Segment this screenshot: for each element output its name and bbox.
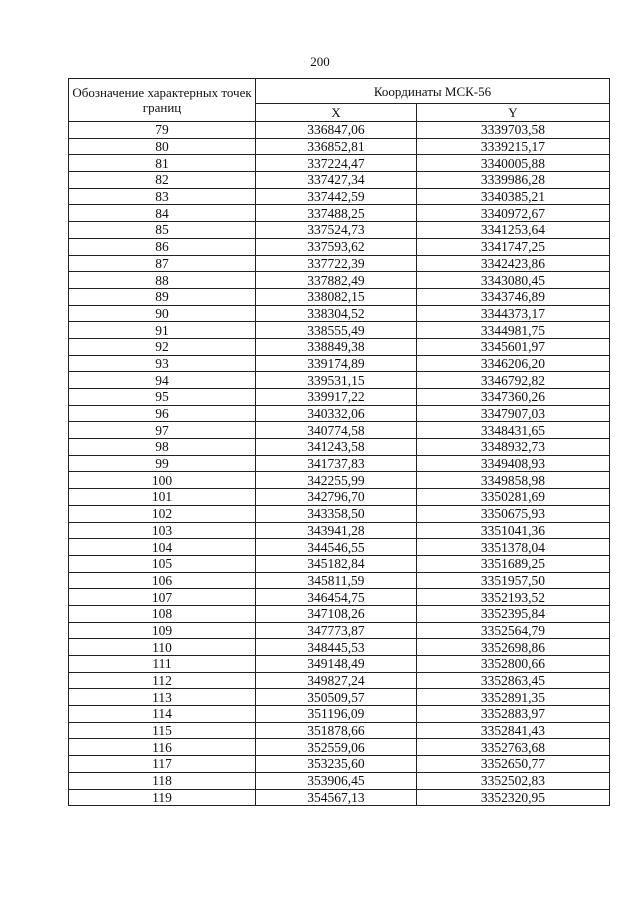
point-cell: 100 (69, 472, 256, 489)
point-cell: 112 (69, 672, 256, 689)
point-cell: 97 (69, 422, 256, 439)
y-cell: 3350675,93 (416, 505, 609, 522)
point-cell: 89 (69, 288, 256, 305)
table-row (69, 555, 610, 572)
y-cell: 3344373,17 (416, 305, 609, 322)
header-point-label: Обозначение характерных точек границ (69, 79, 256, 122)
page-number: 200 (310, 54, 330, 69)
x-cell: 337524,73 (256, 222, 417, 239)
x-cell: 336847,06 (256, 122, 417, 139)
y-cell: 3351041,36 (416, 522, 609, 539)
point-cell: 117 (69, 756, 256, 773)
x-cell: 354567,13 (256, 789, 417, 806)
x-cell: 346454,75 (256, 589, 417, 606)
table-row (69, 405, 610, 422)
x-cell: 347108,26 (256, 605, 417, 622)
point-cell: 93 (69, 355, 256, 372)
x-cell: 337488,25 (256, 205, 417, 222)
y-cell: 3341253,64 (416, 222, 609, 239)
x-cell: 337882,49 (256, 272, 417, 289)
x-cell: 337593,62 (256, 238, 417, 255)
point-cell: 107 (69, 589, 256, 606)
point-cell: 114 (69, 706, 256, 723)
table-row (69, 639, 610, 656)
y-cell: 3340385,21 (416, 188, 609, 205)
table-row (69, 338, 610, 355)
table-row (69, 756, 610, 773)
y-cell: 3352502,83 (416, 772, 609, 789)
y-cell: 3343080,45 (416, 272, 609, 289)
point-cell: 95 (69, 389, 256, 406)
table-row (69, 739, 610, 756)
table-row (69, 355, 610, 372)
x-cell: 347773,87 (256, 622, 417, 639)
table-row (69, 389, 610, 406)
table-row (69, 205, 610, 222)
table-row (69, 155, 610, 172)
x-cell: 351196,09 (256, 706, 417, 723)
y-cell: 3347907,03 (416, 405, 609, 422)
point-cell: 88 (69, 272, 256, 289)
y-cell: 3352650,77 (416, 756, 609, 773)
y-cell: 3339215,17 (416, 138, 609, 155)
x-cell: 353235,60 (256, 756, 417, 773)
y-cell: 3351689,25 (416, 555, 609, 572)
x-cell: 340774,58 (256, 422, 417, 439)
y-cell: 3339986,28 (416, 172, 609, 189)
point-cell: 94 (69, 372, 256, 389)
table-row (69, 322, 610, 339)
x-cell: 337722,39 (256, 255, 417, 272)
point-cell: 99 (69, 455, 256, 472)
table-row (69, 472, 610, 489)
point-cell: 98 (69, 439, 256, 456)
point-cell: 102 (69, 505, 256, 522)
point-cell: 96 (69, 405, 256, 422)
y-cell: 3351957,50 (416, 572, 609, 589)
y-cell: 3343746,89 (416, 288, 609, 305)
table-row (69, 272, 610, 289)
x-cell: 352559,06 (256, 739, 417, 756)
table-row (69, 539, 610, 556)
table-row (69, 305, 610, 322)
table-row (69, 288, 610, 305)
point-cell: 115 (69, 722, 256, 739)
table-row (69, 372, 610, 389)
point-cell: 84 (69, 205, 256, 222)
point-cell: 109 (69, 622, 256, 639)
x-cell: 338082,15 (256, 288, 417, 305)
table-row (69, 672, 610, 689)
x-cell: 353906,45 (256, 772, 417, 789)
table-row (69, 706, 610, 723)
coordinates-table (68, 78, 610, 806)
y-cell: 3340005,88 (416, 155, 609, 172)
table-row (69, 772, 610, 789)
x-cell: 337427,34 (256, 172, 417, 189)
table-row (69, 489, 610, 506)
x-cell: 342796,70 (256, 489, 417, 506)
point-cell: 116 (69, 739, 256, 756)
y-cell: 3352891,35 (416, 689, 609, 706)
table-row (69, 656, 610, 673)
x-cell: 342255,99 (256, 472, 417, 489)
y-cell: 3352564,79 (416, 622, 609, 639)
y-cell: 3347360,26 (416, 389, 609, 406)
point-cell: 92 (69, 338, 256, 355)
point-cell: 81 (69, 155, 256, 172)
y-cell: 3352841,43 (416, 722, 609, 739)
point-cell: 111 (69, 656, 256, 673)
table-row (69, 572, 610, 589)
x-cell: 348445,53 (256, 639, 417, 656)
y-cell: 3346206,20 (416, 355, 609, 372)
point-cell: 79 (69, 122, 256, 139)
y-cell: 3352698,86 (416, 639, 609, 656)
table-row (69, 505, 610, 522)
table-row (69, 238, 610, 255)
x-cell: 339917,22 (256, 389, 417, 406)
y-cell: 3339703,58 (416, 122, 609, 139)
x-cell: 343358,50 (256, 505, 417, 522)
table-row (69, 255, 610, 272)
point-cell: 86 (69, 238, 256, 255)
point-cell: 104 (69, 539, 256, 556)
y-cell: 3341747,25 (416, 238, 609, 255)
point-cell: 105 (69, 555, 256, 572)
point-cell: 80 (69, 138, 256, 155)
y-cell: 3346792,82 (416, 372, 609, 389)
point-cell: 106 (69, 572, 256, 589)
x-cell: 350509,57 (256, 689, 417, 706)
y-cell: 3340972,67 (416, 205, 609, 222)
table-row (69, 589, 610, 606)
y-cell: 3345601,97 (416, 338, 609, 355)
point-cell: 113 (69, 689, 256, 706)
x-cell: 341737,83 (256, 455, 417, 472)
point-cell: 82 (69, 172, 256, 189)
header-coords-group: Координаты МСК-56 (256, 79, 610, 104)
point-cell: 119 (69, 789, 256, 806)
y-cell: 3351378,04 (416, 539, 609, 556)
point-cell: 87 (69, 255, 256, 272)
table-row (69, 122, 610, 139)
y-cell: 3352395,84 (416, 605, 609, 622)
y-cell: 3342423,86 (416, 255, 609, 272)
x-cell: 345811,59 (256, 572, 417, 589)
x-cell: 345182,84 (256, 555, 417, 572)
table-row (69, 188, 610, 205)
x-cell: 338555,49 (256, 322, 417, 339)
table-row (69, 722, 610, 739)
table-row (69, 172, 610, 189)
point-cell: 91 (69, 322, 256, 339)
table-row (69, 222, 610, 239)
y-cell: 3348431,65 (416, 422, 609, 439)
x-cell: 339531,15 (256, 372, 417, 389)
y-cell: 3349408,93 (416, 455, 609, 472)
y-cell: 3352193,52 (416, 589, 609, 606)
table-row (69, 455, 610, 472)
point-cell: 118 (69, 772, 256, 789)
x-cell: 337224,47 (256, 155, 417, 172)
x-cell: 341243,58 (256, 439, 417, 456)
y-cell: 3352763,68 (416, 739, 609, 756)
x-cell: 343941,28 (256, 522, 417, 539)
x-cell: 336852,81 (256, 138, 417, 155)
point-cell: 85 (69, 222, 256, 239)
header-y: Y (416, 104, 609, 122)
x-cell: 351878,66 (256, 722, 417, 739)
x-cell: 339174,89 (256, 355, 417, 372)
table-row (69, 622, 610, 639)
y-cell: 3352883,97 (416, 706, 609, 723)
table-row (69, 439, 610, 456)
x-cell: 344546,55 (256, 539, 417, 556)
header-x: X (256, 104, 417, 122)
x-cell: 349827,24 (256, 672, 417, 689)
x-cell: 338304,52 (256, 305, 417, 322)
y-cell: 3344981,75 (416, 322, 609, 339)
point-cell: 90 (69, 305, 256, 322)
x-cell: 340332,06 (256, 405, 417, 422)
y-cell: 3348932,73 (416, 439, 609, 456)
y-cell: 3352863,45 (416, 672, 609, 689)
y-cell: 3350281,69 (416, 489, 609, 506)
y-cell: 3352320,95 (416, 789, 609, 806)
table-row (69, 789, 610, 806)
table-row (69, 422, 610, 439)
point-cell: 110 (69, 639, 256, 656)
x-cell: 349148,49 (256, 656, 417, 673)
table-row (69, 138, 610, 155)
point-cell: 108 (69, 605, 256, 622)
point-cell: 101 (69, 489, 256, 506)
table-row (69, 689, 610, 706)
point-cell: 103 (69, 522, 256, 539)
table-row (69, 522, 610, 539)
y-cell: 3352800,66 (416, 656, 609, 673)
point-cell: 83 (69, 188, 256, 205)
x-cell: 337442,59 (256, 188, 417, 205)
y-cell: 3349858,98 (416, 472, 609, 489)
table-row (69, 605, 610, 622)
x-cell: 338849,38 (256, 338, 417, 355)
